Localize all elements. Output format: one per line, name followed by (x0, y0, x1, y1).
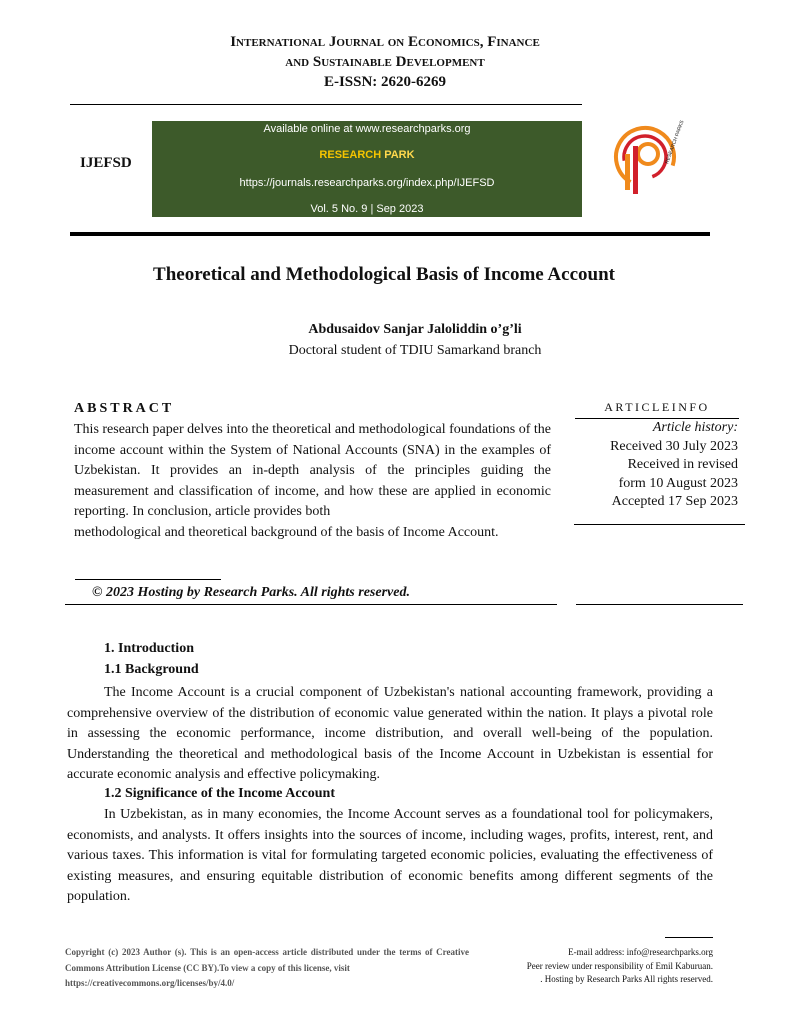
research-parks-logo (612, 119, 686, 202)
abstract-heading: ABSTRACT (74, 401, 175, 416)
abstract-body: This research paper delves into the theoretical and methodological foundations of the income account within the System of National Accounts (SNA) in the examples of Uzbekistan. It provides an in-depth analysis of the principles guiding the measurement and classification of income, and how these are applied in economic reporting. In conclusion, article provides both (74, 422, 552, 520)
revised-line2: form 10 August 2023 (618, 475, 738, 491)
article-history (575, 419, 738, 512)
accepted-date: Accepted 17 Sep 2023 (611, 494, 738, 510)
abstract-last-line: methodological and theoretical background of the basis of Income Account. (74, 524, 499, 540)
copyright-rule-right (576, 604, 743, 605)
author-affiliation: Doctoral student of TDIU Samarkand branch (288, 343, 542, 358)
journal-banner (152, 121, 582, 217)
banner-available-online: Available online at www.researchparks.org (263, 123, 471, 135)
footer-license-link[interactable]: https://creativecommons.org/licenses/by/4.0/ (65, 978, 235, 988)
copyright-short-rule (75, 579, 221, 580)
article-history-label: Article history: (652, 420, 738, 435)
author-name: Abdusaidov Sanjar Jaloliddin o’g’li (308, 322, 522, 337)
footer-email: E-mail address: info@researchparks.org (568, 947, 713, 957)
article-info-heading: ARTICLEINFO (604, 400, 710, 414)
banner-publisher-a: RESEARCH (319, 149, 382, 161)
footer-license (65, 945, 469, 992)
footer-license-text: Copyright (c) 2023 Author (s). This is an open-access article distributed under the terms of Creative Commons Attribution License (CC BY).To view a copy of this license, visit (65, 947, 469, 973)
abstract-text (74, 420, 551, 544)
copyright-rule-left (65, 604, 557, 605)
journal-abbrev: IJEFSD (80, 155, 132, 171)
received-date: Received 30 July 2023 (610, 438, 738, 454)
header-thick-rule (70, 232, 710, 236)
footer-contact (488, 946, 713, 987)
journal-title-line1: International Journal on Economics, Finance (230, 34, 540, 50)
banner-publisher-b: PARK (384, 149, 415, 161)
footer-hosting: . Hosting by Research Parks All rights reserved. (540, 974, 713, 984)
section-heading-significance: 1.2 Significance of the Income Account (104, 786, 335, 801)
banner-journal-url[interactable]: https://journals.researchparks.org/index.php/IJEFSD (239, 177, 495, 189)
significance-paragraph: In Uzbekistan, as in many economies, the Income Account serves as a foundational tool for policymakers, economists, and analysts. It offers insights into the sources of income, including wages, profits, interest, rent, and various taxes. This information is vital for formulating targeted economic policies, evaluating the effectiveness of existing measures, and ensuring equitable distribution of economic benefits among different segments of the population. (67, 807, 713, 905)
paper-title: Theoretical and Methodological Basis of Income Account (153, 264, 615, 285)
article-info-bottom-rule (574, 524, 745, 525)
section-heading-introduction: 1. Introduction (104, 641, 194, 656)
background-paragraph: The Income Account is a crucial component of Uzbekistan's national accounting framework, providing a comprehensive overview of the distribution of economic value generated within the nation. It plays a pivotal role in assessing the economic performance, income distribution, and overall well-being of the population. Understanding the theoretical and methodological basis of the Income Account in Uzbekistan is essential for accurate economic analysis and effective policymaking. (67, 685, 713, 783)
copyright-line: © 2023 Hosting by Research Parks. All rights reserved. (92, 585, 410, 600)
journal-title-line2: and Sustainable Development (285, 54, 485, 70)
footer-peer-review: Peer review under responsibility of Emil Kaburuan. (526, 960, 713, 971)
revised-line1: Received in revised (627, 457, 738, 473)
footer-rule (665, 937, 713, 938)
banner-volume: Vol. 5 No. 9 | Sep 2023 (310, 203, 424, 215)
section-heading-background: 1.1 Background (104, 662, 199, 677)
header-divider (70, 104, 582, 105)
banner-publisher (152, 149, 582, 161)
journal-issn: E-ISSN: 2620-6269 (323, 74, 447, 90)
journal-title (60, 32, 710, 92)
logo-lettering: RESEARCH PARKS (664, 119, 686, 165)
